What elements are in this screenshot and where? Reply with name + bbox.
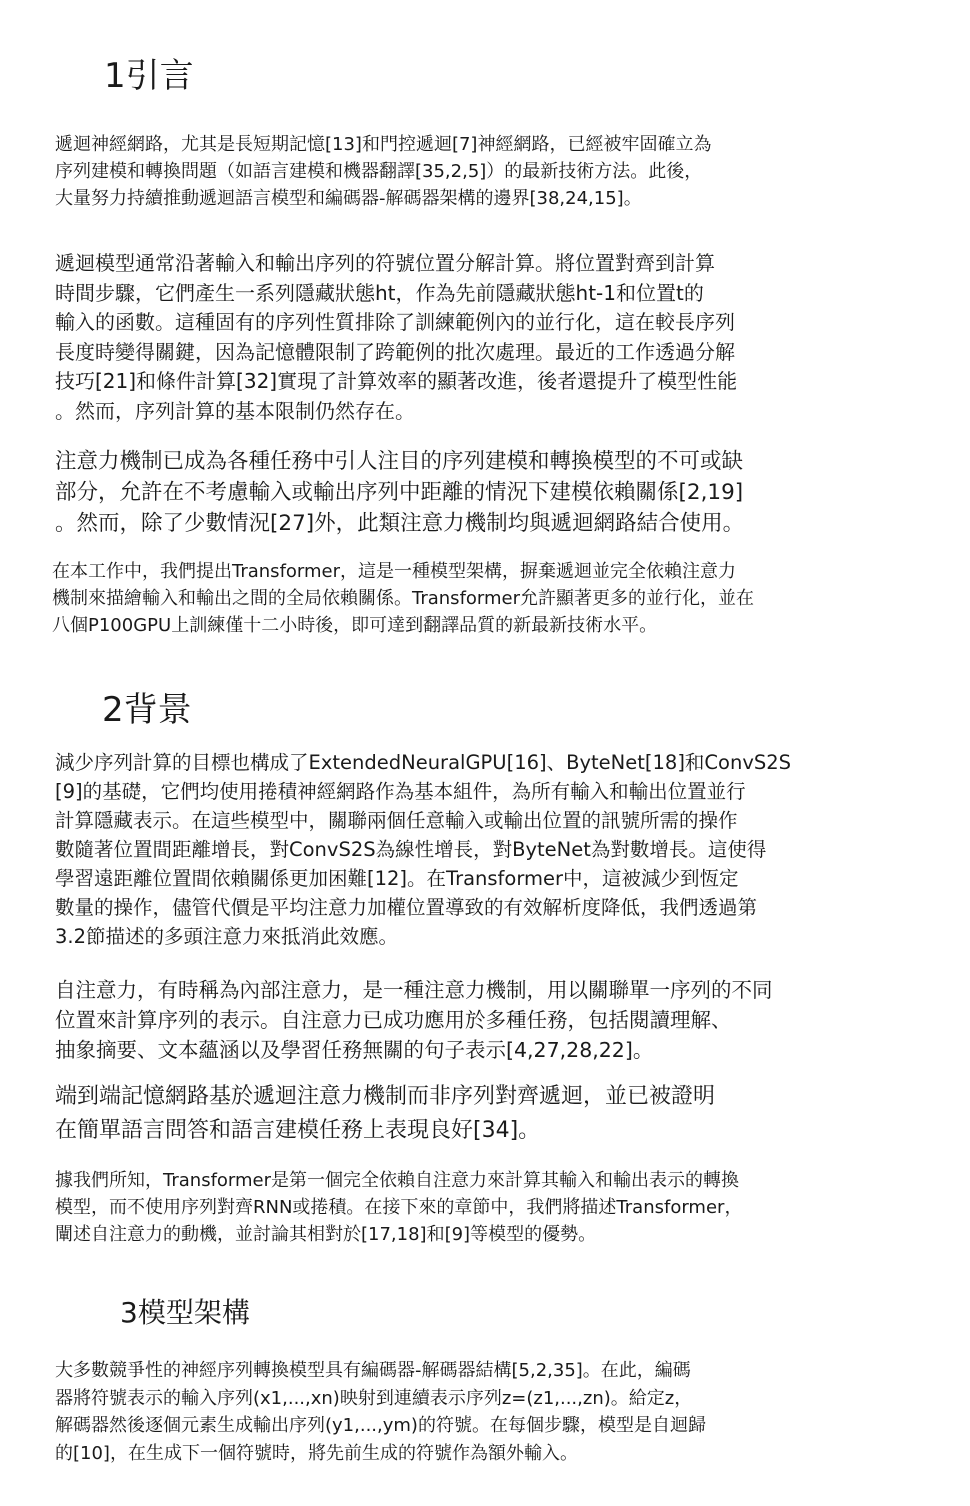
paragraph — [55, 131, 711, 212]
paragraph-line: 遞迴神經網路，尤其是長短期記憶[13]和門控遞迴[7]神經網路，已經被牢固確立為 — [55, 134, 712, 155]
paragraph-line: 大多數競爭性的神經序列轉換模型具有編碼器-解碼器結構[5,2,35]。在此，編碼 — [55, 1360, 691, 1381]
paragraph-line: 在本工作中，我們提出Transformer，這是一種模型架構，摒棄遞迴並完全依賴注意力 — [52, 561, 737, 582]
paragraph-line: 數量的操作，儘管代價是平均注意力加權位置導致的有效解析度降低，我們透過第 — [55, 896, 758, 919]
paragraph-line: 計算隱藏表示。在這些模型中，關聯兩個任意輸入或輸出位置的訊號所需的操作 — [55, 809, 738, 832]
paragraph-line: 。然而，除了少數情況[27]外，此類注意力機制均與遞迴網路結合使用。 — [55, 511, 745, 536]
paragraph-line: 長度時變得關鍵，因為記憶體限制了跨範例的批次處理。最近的工作透過分解 — [55, 339, 735, 364]
paragraph-line: 位置來計算序列的表示。自注意力已成功應用於多種任務，包括閱讀理解、 — [55, 1008, 732, 1032]
section-heading-introduction: 1引言 — [104, 56, 194, 96]
paragraph-line: 據我們所知，Transformer是第一個完全依賴自注意力來計算其輸入和輸出表示的轉換 — [55, 1170, 740, 1191]
paragraph-line: 3.2節描述的多頭注意力來抵消此效應。 — [55, 925, 399, 948]
paragraph — [55, 1080, 715, 1148]
paragraph — [55, 975, 773, 1065]
paragraph-line: [9]的基礎，它們均使用捲積神經網路作為基本組件，為所有輸入和輸出位置並行 — [55, 780, 746, 803]
paragraph-line: 。然而，序列計算的基本限制仍然存在。 — [55, 398, 415, 423]
paragraph-line: 輸入的函數。這種固有的序列性質排除了訓練範例內的並行化，這在較長序列 — [55, 310, 735, 335]
paragraph — [55, 446, 744, 539]
paragraph-line: 器將符號表示的輸入序列(x1,...,xn)映射到連續表示序列z=(z1,...,zn)。給定z， — [55, 1387, 693, 1409]
paragraph-line: 闡述自注意力的動機，並討論其相對於[17,18]和[9]等模型的優勢。 — [55, 1224, 597, 1245]
paragraph-line: 學習遠距離位置間依賴關係更加困難[12]。在Transformer中，這被減少到恆定 — [55, 867, 739, 890]
paragraph-line: 時間步驟，它們產生一系列隱藏狀態ht，作為先前隱藏狀態ht-1和位置t的 — [55, 280, 704, 305]
paragraph-line: 技巧[21]和條件計算[32]實現了計算效率的顯著改進，後者還提升了模型性能 — [55, 369, 738, 394]
paragraph-line: 的[10]，在生成下一個符號時，將先前生成的符號作為額外輸入。 — [55, 1443, 578, 1465]
paragraph-line: 端到端記憶網路基於遞迴注意力機制而非序列對齊遞迴，並已被證明 — [55, 1084, 716, 1109]
paragraph — [55, 1167, 742, 1248]
paragraph-line: 部分，允許在不考慮輸入或輸出序列中距離的情況下建模依賴關係[2,19] — [55, 480, 744, 505]
paragraph-line: 減少序列計算的目標也構成了ExtendedNeuralGPU[16]、ByteNet[18]和ConvS2S — [55, 751, 792, 774]
section-heading-background: 2背景 — [102, 690, 192, 730]
paragraph-line: 數隨著位置間距離增長，對ConvS2S為線性增長，對ByteNet為對數增長。這使得 — [55, 838, 767, 861]
paragraph-line: 自注意力，有時稱為內部注意力，是一種注意力機制，用以關聯單一序列的不同 — [55, 978, 773, 1002]
paragraph-line: 注意力機制已成為各種任務中引人注目的序列建模和轉換模型的不可或缺 — [55, 449, 744, 474]
paragraph-line: 模型，而不使用序列對齊RNN或捲積。在接下來的章節中，我們將描述Transformer， — [55, 1197, 743, 1218]
paragraph-line: 在簡單語言問答和語言建模任務上表現良好[34]。 — [55, 1118, 541, 1143]
section-heading-model-architecture: 3模型架構 — [120, 1296, 250, 1329]
paragraph — [55, 1357, 706, 1468]
paragraph-line: 抽象摘要、文本蘊涵以及學習任務無關的句子表示[4,27,28,22]。 — [55, 1038, 654, 1062]
paragraph-line: 大量努力持續推動遞迴語言模型和編碼器-解碼器架構的邊界[38,24,15]。 — [55, 188, 642, 209]
paragraph — [55, 748, 791, 951]
paragraph — [55, 249, 737, 427]
paragraph — [52, 558, 754, 639]
paragraph-line: 機制來描繪輸入和輸出之間的全局依賴關係。Transformer允許顯著更多的並行化，並在 — [52, 588, 755, 609]
paragraph-line: 八個P100GPU上訓練僅十二小時後，即可達到翻譯品質的新最新技術水平。 — [52, 615, 658, 636]
paragraph-line: 解碼器然後逐個元素生成輸出序列(y1,...,ym)的符號。在每個步驟，模型是自迴歸 — [55, 1415, 706, 1437]
paragraph-line: 遞迴模型通常沿著輸入和輸出序列的符號位置分解計算。將位置對齊到計算 — [55, 251, 715, 275]
paragraph-line: 序列建模和轉換問題（如語言建模和機器翻譯[35,2,5]）的最新技術方法。此後， — [55, 161, 703, 182]
